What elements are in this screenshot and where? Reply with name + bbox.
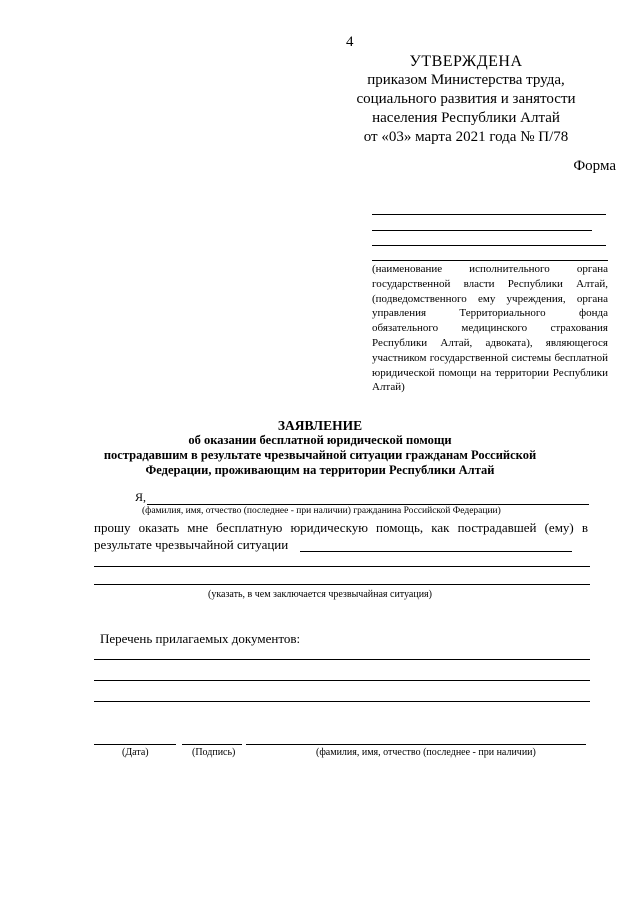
request-text: прошу оказать мне бесплатную юридическую помощь, как пострадавшей (ему) в: [94, 520, 588, 535]
emergency-hint: (указать, в чем заключается чрезвычайная ситуация): [208, 589, 432, 600]
applicant-hint: (фамилия, имя, отчество (последнее - при наличии) гражданина Российской Федерации): [142, 506, 501, 516]
approval-stamp: [336, 52, 596, 147]
docs-line-2[interactable]: [94, 680, 590, 681]
recipient-line-3[interactable]: [372, 245, 606, 246]
fio-label: (фамилия, имя, отчество (последнее - при наличии): [316, 747, 536, 758]
docs-line-1[interactable]: [94, 659, 590, 660]
form-label: Форма: [573, 158, 616, 174]
emergency-line-3[interactable]: [94, 584, 590, 585]
docs-line-3[interactable]: [94, 701, 590, 702]
applicant-name-line[interactable]: [147, 504, 589, 505]
approval-line-4: от «03» марта 2021 года № П/78: [363, 129, 569, 145]
heading-title: ЗАЯВЛЕНИЕ: [277, 418, 363, 433]
signature-line[interactable]: [182, 744, 242, 745]
recipient-line-1[interactable]: [372, 214, 606, 215]
document-heading: [100, 418, 540, 478]
page-number: 4: [346, 34, 354, 50]
recipient-line-2[interactable]: [372, 230, 592, 231]
signature-label: (Подпись): [192, 747, 236, 758]
fio-line[interactable]: [246, 744, 586, 745]
emergency-line-1[interactable]: [300, 551, 572, 552]
heading-line-1: об оказании бесплатной юридической помощи: [188, 433, 452, 447]
date-label: (Дата): [122, 747, 149, 758]
heading-line-2: пострадавшим в результате чрезвычайной ситуации гражданам Российской: [103, 448, 537, 462]
approval-title: УТВЕРЖДЕНА: [409, 53, 523, 70]
applicant-prefix: Я,: [135, 490, 147, 504]
approval-line-2: социального развития и занятости: [356, 91, 576, 107]
approval-line-3: населения Республики Алтай: [372, 110, 560, 126]
date-line[interactable]: [94, 744, 176, 745]
approval-line-1: приказом Министерства труда,: [367, 72, 565, 88]
recipient-note: (наименование исполнительного органа государственной власти Республики Алтай, (подведомственного ему учреждения, органа управления Территориального фонда обязательного медицинского страхования Республики Алтай, адвоката), являющегося участником государственной системы бесплатной юридической помощи на территории Республики Алтай): [372, 263, 608, 394]
result-text: результате чрезвычайной ситуации: [94, 537, 289, 552]
attached-docs-label: Перечень прилагаемых документов:: [100, 631, 301, 646]
heading-line-3: Федерации, проживающим на территории Республики Алтай: [145, 463, 495, 477]
emergency-line-2[interactable]: [94, 566, 590, 567]
recipient-line-4[interactable]: [372, 260, 608, 261]
